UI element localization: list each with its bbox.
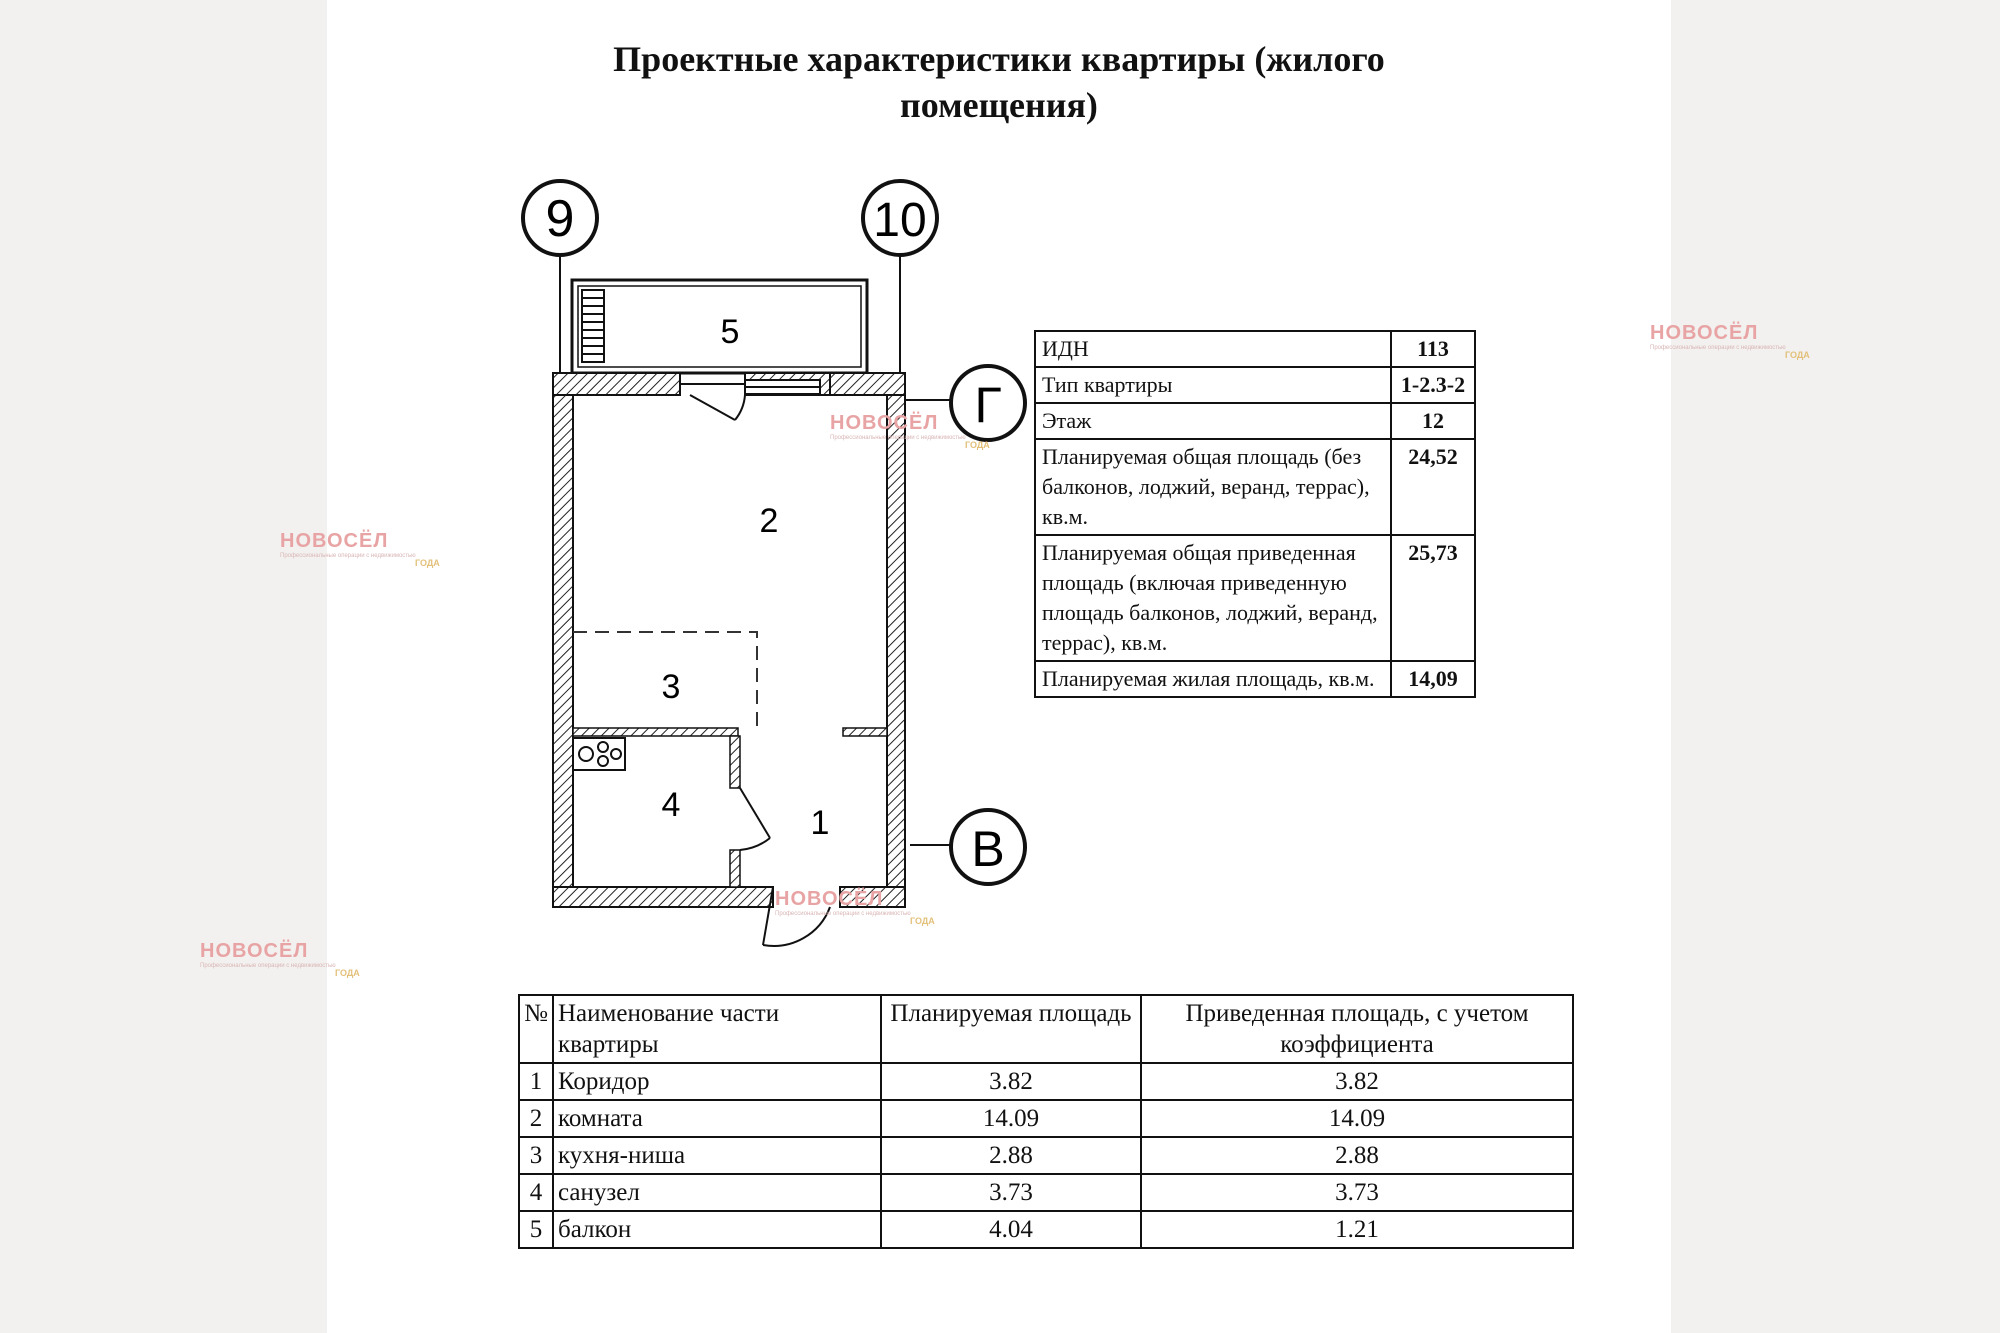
svg-text:В: В (971, 821, 1005, 877)
info-row (1035, 367, 1475, 403)
info-label: Планируемая жилая площадь, кв.м. (1035, 661, 1391, 697)
info-value: 113 (1391, 331, 1475, 367)
parts-header-row (519, 995, 1573, 1063)
info-label: Планируемая общая приведенная площадь (включая приведенную площадь балконов, лоджий, веранд, террас), кв.м. (1035, 535, 1391, 661)
room-number-5: 5 (720, 313, 740, 351)
info-label: Этаж (1035, 403, 1391, 439)
page-title-line2: помещения) (900, 85, 1098, 125)
cell-reduced: 3.82 (1141, 1063, 1573, 1100)
cell-num: 3 (519, 1137, 553, 1174)
cell-name: балкон (553, 1211, 881, 1248)
cell-name: кухня-ниша (553, 1137, 881, 1174)
cell-name: санузел (553, 1174, 881, 1211)
table-row (519, 1137, 1573, 1174)
table-row (519, 1063, 1573, 1100)
cell-area: 14.09 (881, 1100, 1141, 1137)
info-value: 25,73 (1391, 535, 1475, 661)
room-number-1: 1 (810, 804, 830, 842)
radiator-icon (582, 290, 604, 362)
wall-top-right (830, 373, 905, 395)
partition-corridor-right (843, 728, 887, 736)
info-value: 1-2.3-2 (1391, 367, 1475, 403)
watermark-logo: НОВОСЁЛ Профессиональные операции с недвижимостью ГОДА (775, 888, 935, 926)
info-row (1035, 331, 1475, 367)
stove-icon (573, 738, 625, 770)
apartment-info-table (1034, 330, 1476, 698)
cell-num: 5 (519, 1211, 553, 1248)
cell-area: 4.04 (881, 1211, 1141, 1248)
cell-num: 1 (519, 1063, 553, 1100)
info-row (1035, 403, 1475, 439)
info-label: ИДН (1035, 331, 1391, 367)
partition-bathroom-upper (730, 736, 740, 788)
room-number-2: 2 (759, 502, 779, 540)
axis-bubble-9 (523, 181, 597, 255)
svg-text:Г: Г (974, 377, 1002, 433)
apartment-parts-table (518, 994, 1574, 1249)
table-row (519, 1100, 1573, 1137)
cell-name: комната (553, 1100, 881, 1137)
info-value: 24,52 (1391, 439, 1475, 535)
partition-bathroom-lower (730, 850, 740, 887)
page-title-line1: Проектные характеристики квартиры (жилого (613, 39, 1385, 79)
header-reduced: Приведенная площадь, с учетом коэффициента (1141, 995, 1573, 1063)
svg-text:10: 10 (873, 194, 927, 247)
wall-right (887, 395, 905, 907)
header-area: Планируемая площадь (881, 995, 1141, 1063)
axis-bubble-v (951, 810, 1025, 884)
header-num: № (519, 995, 553, 1063)
info-row (1035, 661, 1475, 697)
svg-text:9: 9 (545, 190, 575, 248)
info-row (1035, 439, 1475, 535)
table-row (519, 1174, 1573, 1211)
info-value: 14,09 (1391, 661, 1475, 697)
info-row (1035, 535, 1475, 661)
watermark-logo: НОВОСЁЛ Профессиональные операции с недвижимостью ГОДА (1650, 322, 1810, 360)
watermark-logo: НОВОСЁЛ Профессиональные операции с недвижимостью ГОДА (280, 530, 440, 568)
info-label: Тип квартиры (1035, 367, 1391, 403)
info-value: 12 (1391, 403, 1475, 439)
cell-reduced: 1.21 (1141, 1211, 1573, 1248)
room-number-4: 4 (661, 786, 681, 824)
cell-name: Коридор (553, 1063, 881, 1100)
wall-top-left (553, 373, 680, 395)
cell-area: 3.73 (881, 1174, 1141, 1211)
cell-area: 3.82 (881, 1063, 1141, 1100)
cell-num: 4 (519, 1174, 553, 1211)
cell-reduced: 2.88 (1141, 1137, 1573, 1174)
table-row (519, 1211, 1573, 1248)
header-name: Наименование части квартиры (553, 995, 881, 1063)
cell-area: 2.88 (881, 1137, 1141, 1174)
axis-bubble-10 (863, 181, 937, 255)
info-label: Планируемая общая площадь (без балконов, лоджий, веранд, террас), кв.м. (1035, 439, 1391, 535)
wall-bottom-left (553, 887, 773, 907)
room-number-3: 3 (661, 668, 681, 706)
window (745, 380, 820, 394)
bathroom-door (740, 788, 770, 850)
wall-left (553, 395, 573, 907)
partition-bathroom-top (573, 728, 738, 736)
balcony-door (680, 384, 745, 420)
cell-reduced: 3.73 (1141, 1174, 1573, 1211)
watermark-logo: НОВОСЁЛ Профессиональные операции с недвижимостью ГОДА (830, 412, 990, 450)
cell-num: 2 (519, 1100, 553, 1137)
balcony (572, 280, 867, 373)
watermark-logo: НОВОСЁЛ Профессиональные операции с недвижимостью ГОДА (200, 940, 360, 978)
cell-reduced: 14.09 (1141, 1100, 1573, 1137)
